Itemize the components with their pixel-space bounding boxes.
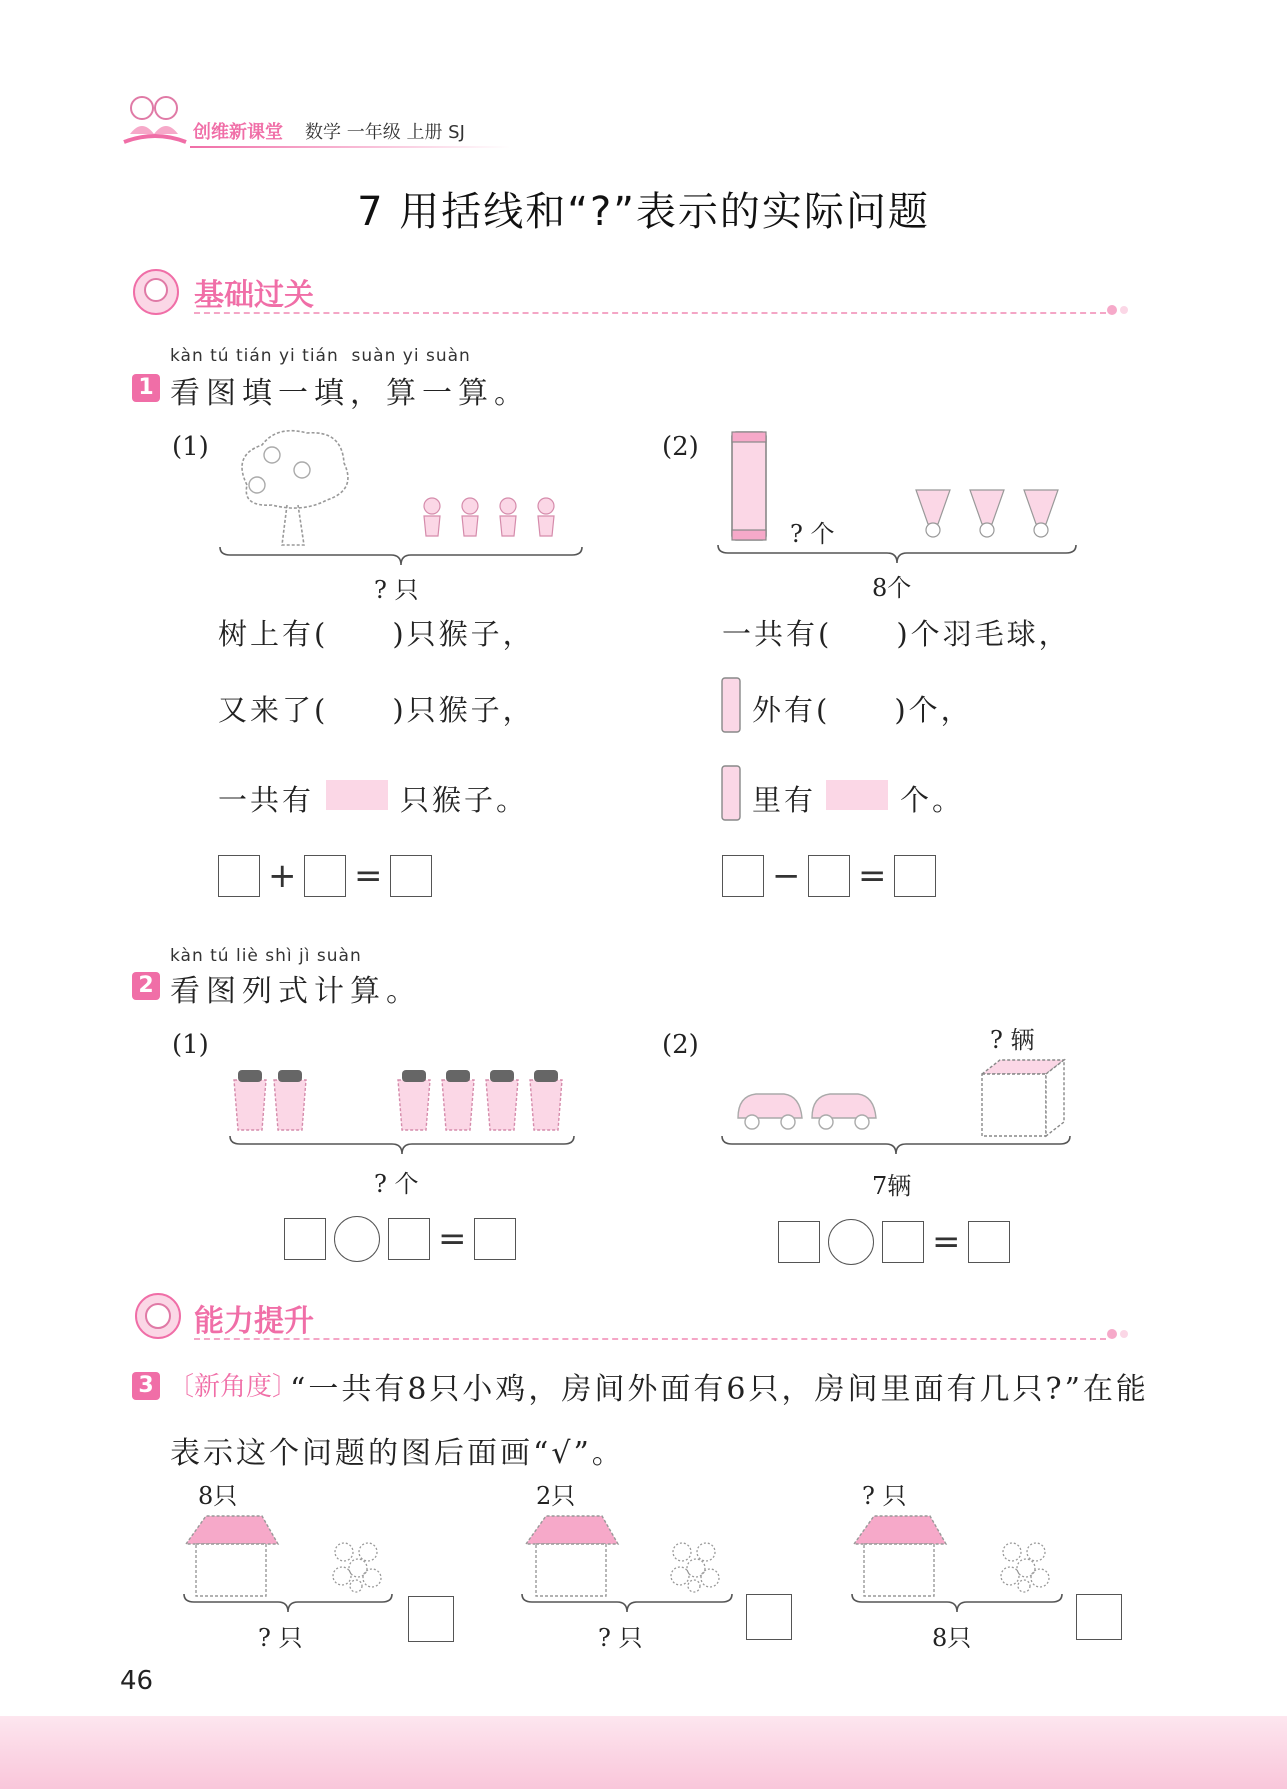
q3-opt2-bottom-label: ? 只 <box>598 1624 643 1652</box>
section-basic-title: 基础过关 <box>194 278 314 313</box>
header-divider <box>190 146 510 148</box>
q1-p1-brace <box>218 545 584 571</box>
q3-opt3-brace <box>850 1592 1064 1618</box>
q2-p1-equals: = <box>438 1219 467 1259</box>
q2-number: 2 <box>132 972 160 1000</box>
page-number: 46 <box>120 1666 154 1696</box>
q1-p1-line1: 树上有( )只猴子， <box>218 617 535 651</box>
house-image <box>850 1508 950 1604</box>
q1-p1-box3[interactable] <box>390 855 432 897</box>
bottom-decor-band <box>0 1716 1287 1789</box>
q2-p2-box2[interactable] <box>882 1221 924 1263</box>
q1-p1-line2: 又来了( )只猴子， <box>218 693 535 727</box>
q3-opt3-top-label: ? 只 <box>862 1482 907 1510</box>
header-mascot-icon <box>122 90 188 150</box>
q1-p2-line3-start: 里有 <box>752 783 817 817</box>
q1-p2-box2[interactable] <box>808 855 850 897</box>
q3-opt2-brace <box>520 1592 734 1618</box>
tree-monkeys-image <box>232 425 357 554</box>
q3-opt3-checkbox[interactable] <box>1076 1594 1122 1640</box>
section-basic-line <box>194 312 1106 314</box>
q3-text-line1: “一共有8只小鸡，房间外面有6只，房间里面有几只?”在能 <box>290 1372 1149 1407</box>
section-advanced-line <box>194 1338 1106 1340</box>
header-brand: 创维新课堂 <box>193 122 283 143</box>
q1-p2-tube-label: ? 个 <box>790 520 835 548</box>
q2-p1-brace <box>228 1134 576 1160</box>
q2-p2-box3[interactable] <box>968 1221 1010 1263</box>
q1-p2-line3-end: 个。 <box>900 783 965 817</box>
q1-p2-minus: − <box>772 856 801 896</box>
q3-opt3-bottom-label: 8只 <box>932 1624 972 1652</box>
q2-p2-label: (2) <box>662 1030 699 1060</box>
house-image <box>522 1508 622 1604</box>
q3-opt2-top-label: 2只 <box>536 1482 576 1510</box>
q1-p1-box2[interactable] <box>304 855 346 897</box>
cars-image <box>734 1082 884 1138</box>
q1-p2-answer-blank[interactable] <box>826 780 888 810</box>
shuttlecock-tube-image <box>728 428 770 548</box>
q3-opt1-brace <box>182 1592 394 1618</box>
q3-opt2-checkbox[interactable] <box>746 1594 792 1640</box>
q3-number: 3 <box>132 1372 160 1400</box>
q3-text-line2: 表示这个问题的图后面画“√”。 <box>170 1436 625 1471</box>
q2-p2-brace <box>720 1134 1072 1160</box>
q2-p2-box1[interactable] <box>778 1221 820 1263</box>
q1-p1-label: (1) <box>172 432 209 462</box>
q2-p2-box-label: ? 辆 <box>990 1026 1035 1054</box>
shuttlecocks-image <box>910 480 1070 544</box>
walking-monkeys-image <box>414 492 566 550</box>
q2-p1-operator-circle[interactable] <box>334 1216 380 1262</box>
q3-opt1-top-label: 8只 <box>198 1482 238 1510</box>
section-basic-dots-icon <box>1106 302 1130 322</box>
q1-p1-plus: + <box>268 856 297 896</box>
chicks-image <box>328 1538 388 1598</box>
q1-number: 1 <box>132 374 160 402</box>
page-title: 7 用括线和“?”表示的实际问题 <box>357 189 930 235</box>
header-subject: 数学 一年级 上册 SJ <box>305 122 465 143</box>
q1-p2-label: (2) <box>662 432 699 462</box>
q1-p1-answer-blank[interactable] <box>326 780 388 810</box>
q1-p2-brace <box>716 543 1078 569</box>
q1-text: 看图填一填，算一算。 <box>170 376 530 411</box>
q1-p2-brace-label: 8个 <box>872 574 912 602</box>
q2-p1-box1[interactable] <box>284 1218 326 1260</box>
q1-p2-line1: 一共有( )个羽毛球， <box>722 617 1071 651</box>
q1-p1-box1[interactable] <box>218 855 260 897</box>
box-image <box>978 1056 1068 1144</box>
q2-text: 看图列式计算。 <box>170 974 422 1009</box>
q1-pinyin: kàn tú tián yi tián suàn yi suàn <box>170 346 471 366</box>
section-advanced-mascot-icon <box>132 1292 184 1344</box>
chicks-image <box>666 1538 726 1598</box>
house-image <box>182 1508 282 1604</box>
trash-bins-image <box>230 1064 570 1138</box>
q2-pinyin: kàn tú liè shì jì suàn <box>170 946 362 966</box>
q1-p1-brace-label: ? 只 <box>374 576 419 604</box>
q1-p2-equals: = <box>858 856 887 896</box>
q1-p2-box3[interactable] <box>894 855 936 897</box>
q2-p2-equals: = <box>932 1222 961 1262</box>
tube-small-icon <box>720 764 742 826</box>
chicks-image <box>996 1538 1056 1598</box>
tube-small-icon <box>720 676 742 738</box>
q3-opt1-checkbox[interactable] <box>408 1596 454 1642</box>
q2-p1-label: (1) <box>172 1030 209 1060</box>
q3-tag: 〔新角度〕 <box>168 1372 299 1402</box>
q1-p1-line3-end: 只猴子。 <box>400 783 529 817</box>
section-advanced-title: 能力提升 <box>194 1304 314 1339</box>
q3-opt1-bottom-label: ? 只 <box>258 1624 303 1652</box>
section-basic-mascot-icon <box>130 268 182 320</box>
q1-p1-line3-start: 一共有 <box>218 783 315 817</box>
q2-p2-operator-circle[interactable] <box>828 1219 874 1265</box>
q2-p1-box3[interactable] <box>474 1218 516 1260</box>
q1-p1-equals: = <box>354 856 383 896</box>
q2-p1-box2[interactable] <box>388 1218 430 1260</box>
section-advanced-dots-icon <box>1106 1326 1130 1346</box>
q2-p2-brace-label: 7辆 <box>872 1172 912 1200</box>
q1-p2-line2: 外有( )个， <box>752 693 973 727</box>
q1-p2-box1[interactable] <box>722 855 764 897</box>
q2-p1-brace-label: ? 个 <box>374 1170 419 1198</box>
